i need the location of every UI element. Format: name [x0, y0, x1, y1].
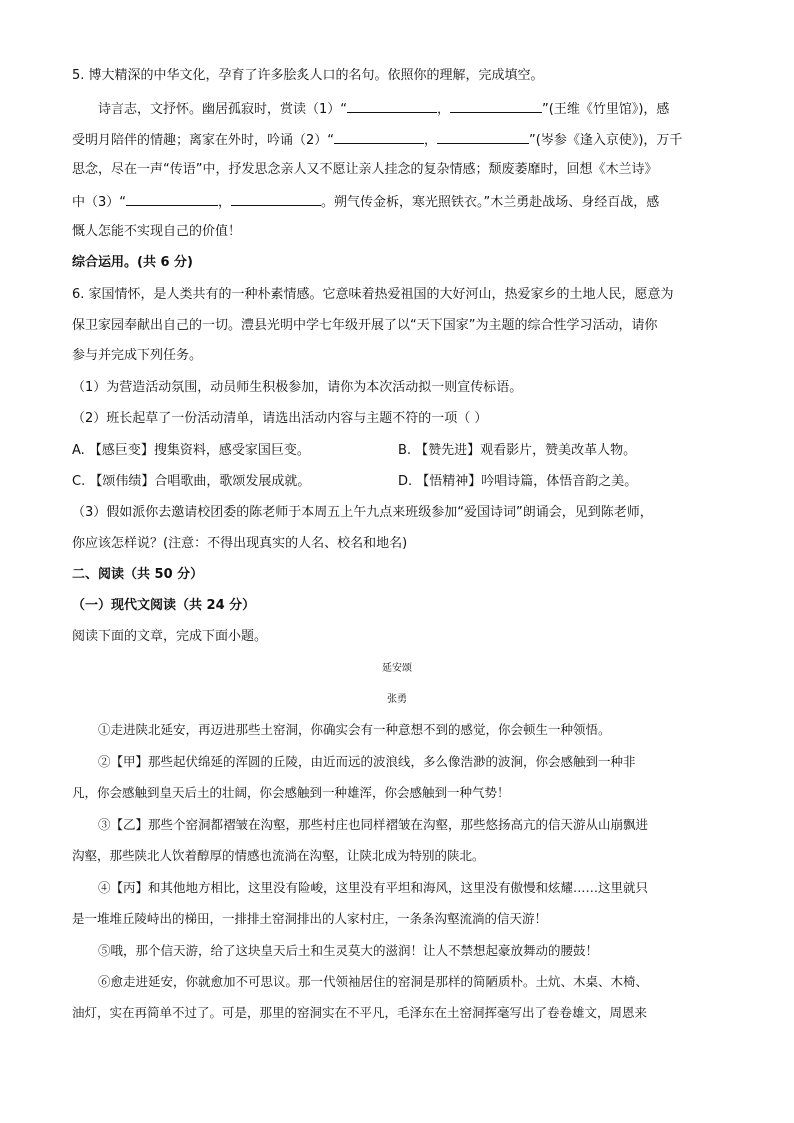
blank-2a[interactable] — [334, 129, 424, 144]
blank-2b[interactable] — [437, 129, 529, 144]
q5-line-5: 慨人怎能不实现自己的价值！ — [72, 224, 242, 239]
section-comprehensive: 综合运用。(共 6 分) — [72, 255, 193, 270]
q5-title: 5. 博大精深的中华文化，孕育了许多脍炙人口的名句。依照你的理解，完成填空。 — [72, 68, 544, 83]
option-a[interactable]: A. 【感巨变】搜集资料，感受家国巨变。 — [72, 443, 310, 458]
subsection-modern-reading: （一）现代文阅读（共 24 分） — [72, 598, 256, 613]
q5-line-2: 受明月陪伴的情趣；离家在外时，吟诵（2）“ ， ”(岑参《逢入京使》)，万千 — [72, 129, 682, 151]
option-c[interactable]: C. 【颂伟绩】合唱歌曲，歌颂发展成就。 — [72, 474, 311, 489]
article-p3b: 沟壑，那些陕北人饮着醇厚的情感也流淌在沟壑，让陕北成为特别的陕北。 — [72, 848, 485, 863]
q6-sub-3b: 你应该怎样说？(注意：不得出现真实的人名、校名和地名) — [72, 536, 408, 551]
article-p2a: ②【甲】那些起伏绵延的浑圆的丘陵，由近而远的波浪线，多么像浩渺的波涧，你会感触到一种非 — [98, 754, 636, 769]
section-reading: 二、阅读（共 50 分） — [72, 567, 204, 582]
q6-sub-2: （2）班长起草了一份活动清单，请选出活动内容与主题不符的一项（ ） — [72, 411, 488, 426]
article-p6b: 油灯，实在再简单不过了。可是，那里的窑洞实在不平凡，毛泽东在土窑洞挥毫写出了卷卷雄文，周恩来 — [72, 1005, 648, 1020]
option-b[interactable]: B. 【赞先进】观看影片，赞美改革人物。 — [398, 443, 637, 458]
q5-line-4: 中（3）“ ， 。朔气传金柝，寒光照铁衣。”木兰勇赴战场、身经百战，感 — [72, 191, 659, 213]
article-author: 张勇 — [387, 694, 407, 705]
article-title: 延安颂 — [382, 663, 412, 674]
option-d[interactable]: D. 【悟精神】吟唱诗篇，体悟音韵之美。 — [398, 474, 638, 489]
article-p4a: ④【丙】和其他地方相比，这里没有险峻，这里没有平坦和海风，这里没有傲慢和炫耀……这里就只 — [98, 880, 649, 895]
q6-p2: 保卫家园奉献出自己的一切。澧县光明中学七年级开展了以“天下国家”为主题的综合性学习活动，请你 — [72, 318, 658, 333]
blank-3a[interactable] — [126, 191, 218, 206]
q5-line-1: 诗言志，文抒怀。幽居孤寂时，赏读（1）“ ， ”(王维《竹里馆》)，感 — [98, 98, 669, 120]
q5-line-3: 思念，尽在一声“传语”中，抒发思念亲人又不愿让亲人挂念的复杂情感；颓废萎靡时，回想《木兰诗》 — [72, 162, 658, 177]
blank-1a[interactable] — [347, 98, 437, 113]
article-p4b: 是一堆堆丘陵峙出的梯田，一排排土窑洞排出的人家村庄，一条条沟壑流淌的信天游！ — [72, 911, 548, 926]
blank-3b[interactable] — [231, 191, 321, 206]
blank-1b[interactable] — [450, 98, 542, 113]
q6-p3: 参与并完成下列任务。 — [72, 348, 203, 363]
article-p5: ⑤哦，那个信天游，给了这块皇天后土和生灵莫大的滋润！让人不禁想起豪放舞动的腰鼓！ — [98, 943, 599, 958]
article-p3a: ③【乙】那些个窑洞都褶皱在沟壑，那些村庄也同样褶皱在沟壑，那些悠扬高亢的信天游从山崩飘进 — [98, 817, 649, 832]
reading-instruction: 阅读下面的文章，完成下面小题。 — [72, 629, 268, 644]
article-p6a: ⑥愈走进延安，你就愈加不可思议。那一代领袖居住的窑洞是那样的简陋质朴。土炕、木桌、木椅、 — [98, 974, 649, 989]
q6-sub-1: （1）为营造活动氛围，动员师生积极参加，请你为本次活动拟一则宣传标语。 — [72, 380, 523, 395]
article-p2b: 凡，你会感触到皇天后土的壮阔，你会感触到一种雄浑，你会感触到一种气势！ — [72, 785, 510, 800]
q6-sub-3a: （3）假如派你去邀请校团委的陈老师于本周五上午九点来班级参加“爱国诗词”朗诵会，见到陈老师， — [72, 505, 653, 520]
article-p1: ①走进陕北延安，再迈进那些土窑洞，你确实会有一种意想不到的感觉，你会顿生一种领悟。 — [98, 722, 611, 737]
q6-p1: 6. 家国情怀，是人类共有的一种朴素情感。它意味着热爱祖国的大好河山，热爱家乡的土地人民，愿意为 — [72, 287, 674, 302]
